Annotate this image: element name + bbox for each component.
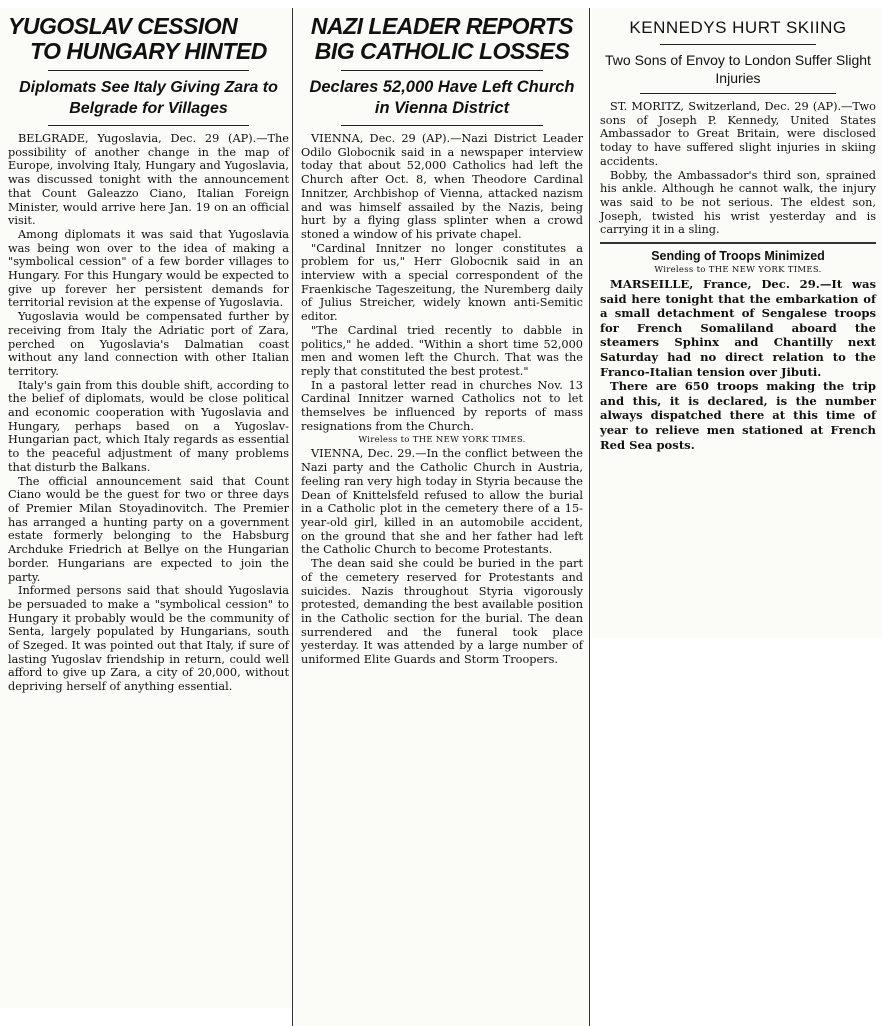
paragraph: "The Cardinal tried recently to dabble in politics," he added. "Within a short time 52,000 men and women left the Church. That was the reply that constituted the best protest." — [301, 323, 583, 378]
paragraph: VIENNA, Dec. 29 (AP).—Nazi District Leader Odilo Globocnik said in a newspaper interview today that about 52,000 Catholics had left the Church after Oct. 8, when Theodore Cardinal Innitzer, Archbishop of Vienna, attacked nazism and was himself assailed by the Nazis, being hurt by a flying glass splinter when a crowd stoned a window of his private chapel. — [301, 132, 583, 241]
paragraph: ST. MORITZ, Switzerland, Dec. 29 (AP).—Two sons of Joseph P. Kennedy, United States Ambassador to Great Britain, were disclosed today to have suffered slight injuries in skiing accidents. — [600, 100, 876, 168]
article-kennedys — [592, 8, 882, 638]
paragraph: In a pastoral letter read in churches Nov. 13 Cardinal Innitzer warned Catholics not to let themselves be influenced by reports of mass resignations from the Church. — [301, 378, 583, 433]
headline-line-1: YUGOSLAV CESSION — [8, 13, 238, 39]
paragraph: Yugoslavia would be compensated further by receiving from Italy the Adriatic port of Zara, perched on Yugoslavia's Dalmatian coast without any land connection with other Italian territory. — [8, 310, 289, 378]
paragraph: Among diplomats it was said that Yugoslavia was being won over to the idea of making a "symbolical cession" of a few border villages to Hungary. For this Hungary would be expected to give up forever her persistent demands for territorial revision at the expense of Yugoslavia. — [8, 227, 289, 310]
paragraph: The dean said she could be buried in the part of the cemetery reserved for Protestants and suicides. Nazis throughout Styria vigorously protested, demanding the best available position in the Catholic section for the burial. The dean surrendered and the funeral took place yesterday. It was attended by a large number of uniformed Elite Guards and Storm Troopers. — [301, 557, 583, 667]
paragraph: The official announcement said that Count Ciano would be the guest for two or three days of Premier Milan Stoyadinovitch. The Premier has arranged a hunting party on a government estate formerly belonging to the Habsburg Archduke Friedrich at Bellye on the Hungarian border. Hungarians are expected to join the party. — [8, 474, 289, 584]
paragraph: VIENNA, Dec. 29.—In the conflict between the Nazi party and the Catholic Church in Austria, feeling ran very high today in Styria because the Dean of Knittelsfeld refused to allow the burial in a Catholic plot in the cemetery there of a 15-year-old girl, killed in an automobile accident, on the ground that she and her father had left the Catholic Church to become Protestants. — [301, 447, 583, 557]
subhead-kennedys: Two Sons of Envoy to London Suffer Slight Injuries — [605, 52, 871, 86]
wireless-credit: Wireless to THE NEW YORK TIMES. — [654, 265, 822, 276]
troops-body — [600, 277, 876, 452]
paragraph: "Cardinal Innitzer no longer constitutes a problem for us," Herr Globocnik said in an interview with a special correspondent of the Fraenkische Tageszeitung, the Nuremberg daily of Julius Streicher, widely known anti-Semitic editor. — [301, 241, 583, 324]
paragraph: Informed persons said that should Yugoslavia be persuaded to make a "symbolical cession" to Hungary it probably would be the community of Senta, largely populated by Hungarians, south of Szeged. It was pointed out that Italy, if sure of lasting Yugoslav friendship in return, could well afford to give up Zara, a city of 20,000, without depriving herself of anything essential. — [8, 584, 289, 694]
subhead-nazi: Declares 52,000 Have Left Church in Vienna District — [309, 78, 575, 117]
article-yugoslav-cession — [0, 8, 294, 1008]
headline-nazi — [301, 14, 583, 64]
article-nazi-catholic — [292, 8, 590, 1026]
paragraph: There are 650 troops making the trip and this, it is declared, is the number always dispatched there at this time of year to relieve men stationed at French Red Sea posts. — [600, 379, 876, 452]
wireless-credit: Wireless to THE NEW YORK TIMES. — [358, 435, 526, 446]
headline-line-2: BIG CATHOLIC LOSSES — [314, 38, 570, 64]
subhead-yugoslav: Diplomats See Italy Giving Zara to Belgrade for Villages — [19, 79, 278, 117]
headline-yugoslav — [8, 14, 289, 64]
headline-line-2: TO HUNGARY HINTED — [30, 38, 267, 64]
divider — [341, 70, 543, 71]
divider — [341, 125, 543, 126]
divider — [640, 93, 836, 94]
divider — [48, 125, 249, 126]
section-divider — [600, 242, 876, 244]
paragraph: Italy's gain from this double shift, according to the belief of diplomats, would be close political and economic cooperation with Yugoslavia and Hungary, perhaps based on a Yugoslav-Hungarian pact, which Italy regards as essential to the peaceful adjustment of many problems that disturb the Balkans. — [8, 378, 289, 474]
divider — [48, 70, 249, 71]
paragraph: BELGRADE, Yugoslavia, Dec. 29 (AP).—The possibility of another change in the map of Europe, involving Italy, Hungary and Yugoslavia, was discussed tonight with the announcement that Count Galeazzo Ciano, Italian Foreign Minister, would arrive here Jan. 19 on an official visit. — [8, 132, 289, 228]
headline-line-1: NAZI LEADER REPORTS — [310, 13, 574, 39]
headline-troops: Sending of Troops Minimized — [651, 249, 825, 264]
divider — [660, 44, 816, 45]
paragraph: Bobby, the Ambassador's third son, sprained his ankle. Although he cannot walk, the injury was said to be not serious. The eldest son, Joseph, twisted his wrist yesterday and is carrying it in a sling. — [600, 168, 876, 237]
headline-kennedys: KENNEDYS HURT SKIING — [629, 18, 847, 37]
paragraph: MARSEILLE, France, Dec. 29.—It was said here tonight that the embarkation of a small detachment of Sengalese troops for French Somaliland aboard the steamers Sphinx and Chantilly next Saturday had no direct relation to the Franco-Italian tension over Jibuti. — [600, 277, 876, 379]
